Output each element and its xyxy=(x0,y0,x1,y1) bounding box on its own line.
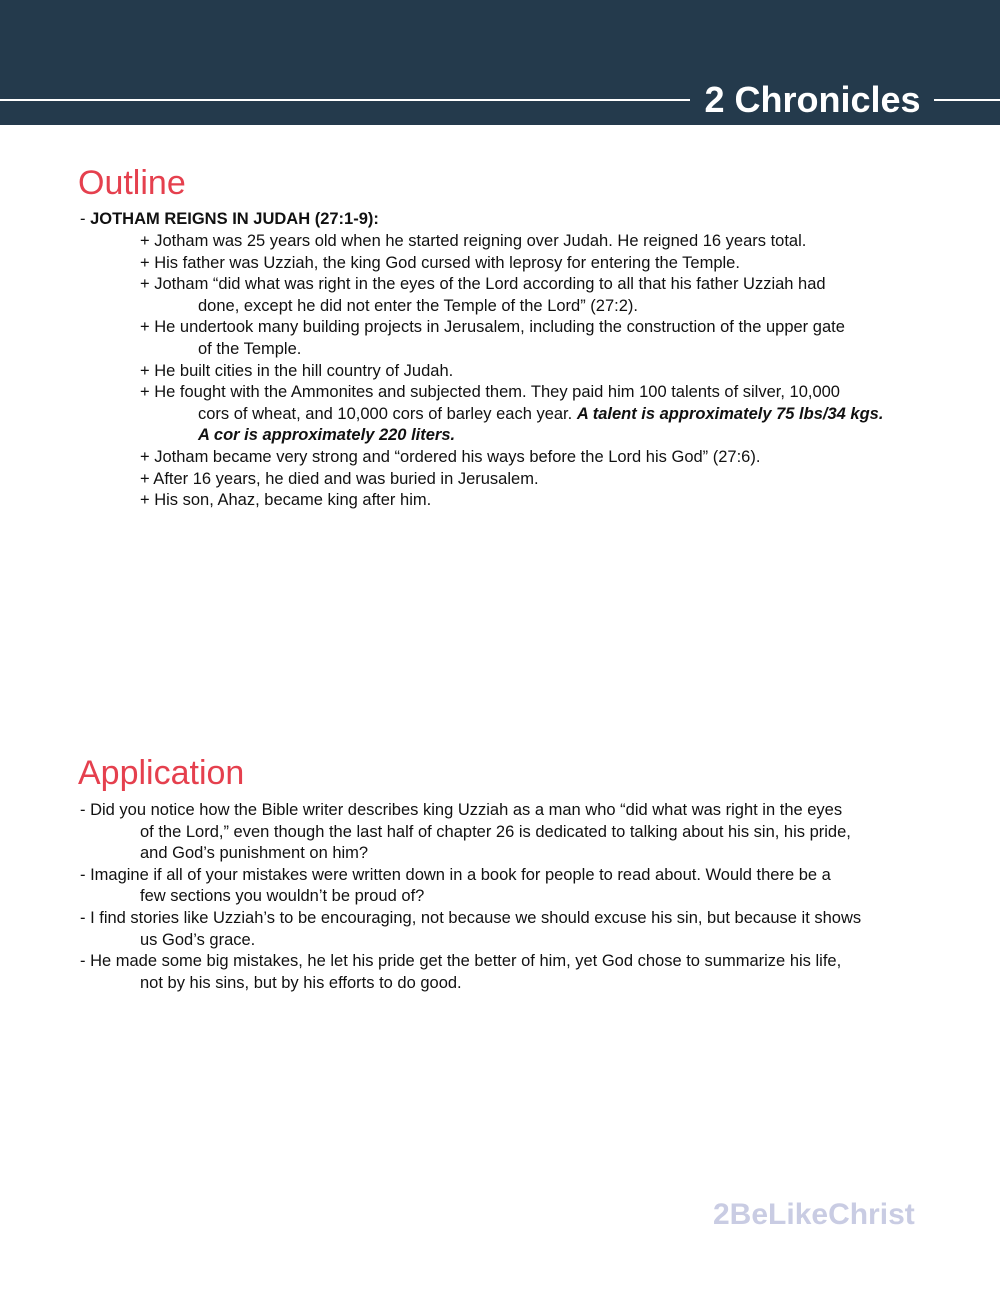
application-point-continued: and God’s punishment on him? xyxy=(140,844,369,862)
brand-watermark: 2BeLikeChrist xyxy=(713,1198,915,1231)
outline-point: + He fought with the Ammonites and subjected them. They paid him 100 talents of silver, 10,000 xyxy=(140,383,840,401)
outline-emphasis-cor: A cor is approximately 220 liters. xyxy=(198,426,456,444)
outline-title: JOTHAM REIGNS IN JUDAH (27:1-9): xyxy=(90,210,379,228)
application-point: - I find stories like Uzziah’s to be encouraging, not because we should excuse his sin, but because it shows xyxy=(80,909,862,927)
application-point-continued: few sections you wouldn’t be proud of? xyxy=(140,887,425,905)
outline-point: + His son, Ahaz, became king after him. xyxy=(140,491,432,509)
outline-point: + Jotham became very strong and “ordered his ways before the Lord his God” (27:6). xyxy=(140,448,761,466)
outline-point: + His father was Uzziah, the king God cursed with leprosy for entering the Temple. xyxy=(140,254,740,272)
application-point-continued: us God’s grace. xyxy=(140,931,256,949)
application-point-continued: of the Lord,” even though the last half of chapter 26 is dedicated to talking about his sin, his pride, xyxy=(140,823,851,841)
outline-point: + He built cities in the hill country of Judah. xyxy=(140,362,454,380)
outline-point-continued xyxy=(198,404,883,426)
outline-point-continued: done, except he did not enter the Temple of the Lord” (27:2). xyxy=(198,297,638,315)
outline-title-line xyxy=(80,209,379,231)
outline-point: + Jotham was 25 years old when he started reigning over Judah. He reigned 16 years total. xyxy=(140,232,807,250)
header-rule-left xyxy=(0,99,690,101)
outline-point-continued: of the Temple. xyxy=(198,340,302,358)
outline-point: + Jotham “did what was right in the eyes of the Lord according to all that his father Uzziah had xyxy=(140,275,826,293)
header-rule-right xyxy=(934,99,1000,101)
outline-emphasis-talent: A talent is approximately 75 lbs/34 kgs. xyxy=(576,405,884,423)
page-header-band xyxy=(0,0,1000,125)
application-point-continued: not by his sins, but by his efforts to do good. xyxy=(140,974,462,992)
outline-title-dash: - xyxy=(80,210,91,228)
application-point: - Did you notice how the Bible writer describes king Uzziah as a man who “did what was right in the eyes xyxy=(80,801,843,819)
application-heading: Application xyxy=(78,754,245,792)
outline-point: + After 16 years, he died and was buried in Jerusalem. xyxy=(140,470,539,488)
outline-text: cors of wheat, and 10,000 cors of barley each year. xyxy=(198,405,577,423)
outline-heading: Outline xyxy=(78,164,186,202)
application-point: - He made some big mistakes, he let his pride get the better of him, yet God chose to summarize his life, xyxy=(80,952,842,970)
outline-point-continued xyxy=(198,425,455,447)
application-point: - Imagine if all of your mistakes were written down in a book for people to read about. Would there be a xyxy=(80,866,831,884)
outline-point: + He undertook many building projects in Jerusalem, including the construction of the upper gate xyxy=(140,318,845,336)
book-title: 2 Chronicles xyxy=(704,79,921,120)
